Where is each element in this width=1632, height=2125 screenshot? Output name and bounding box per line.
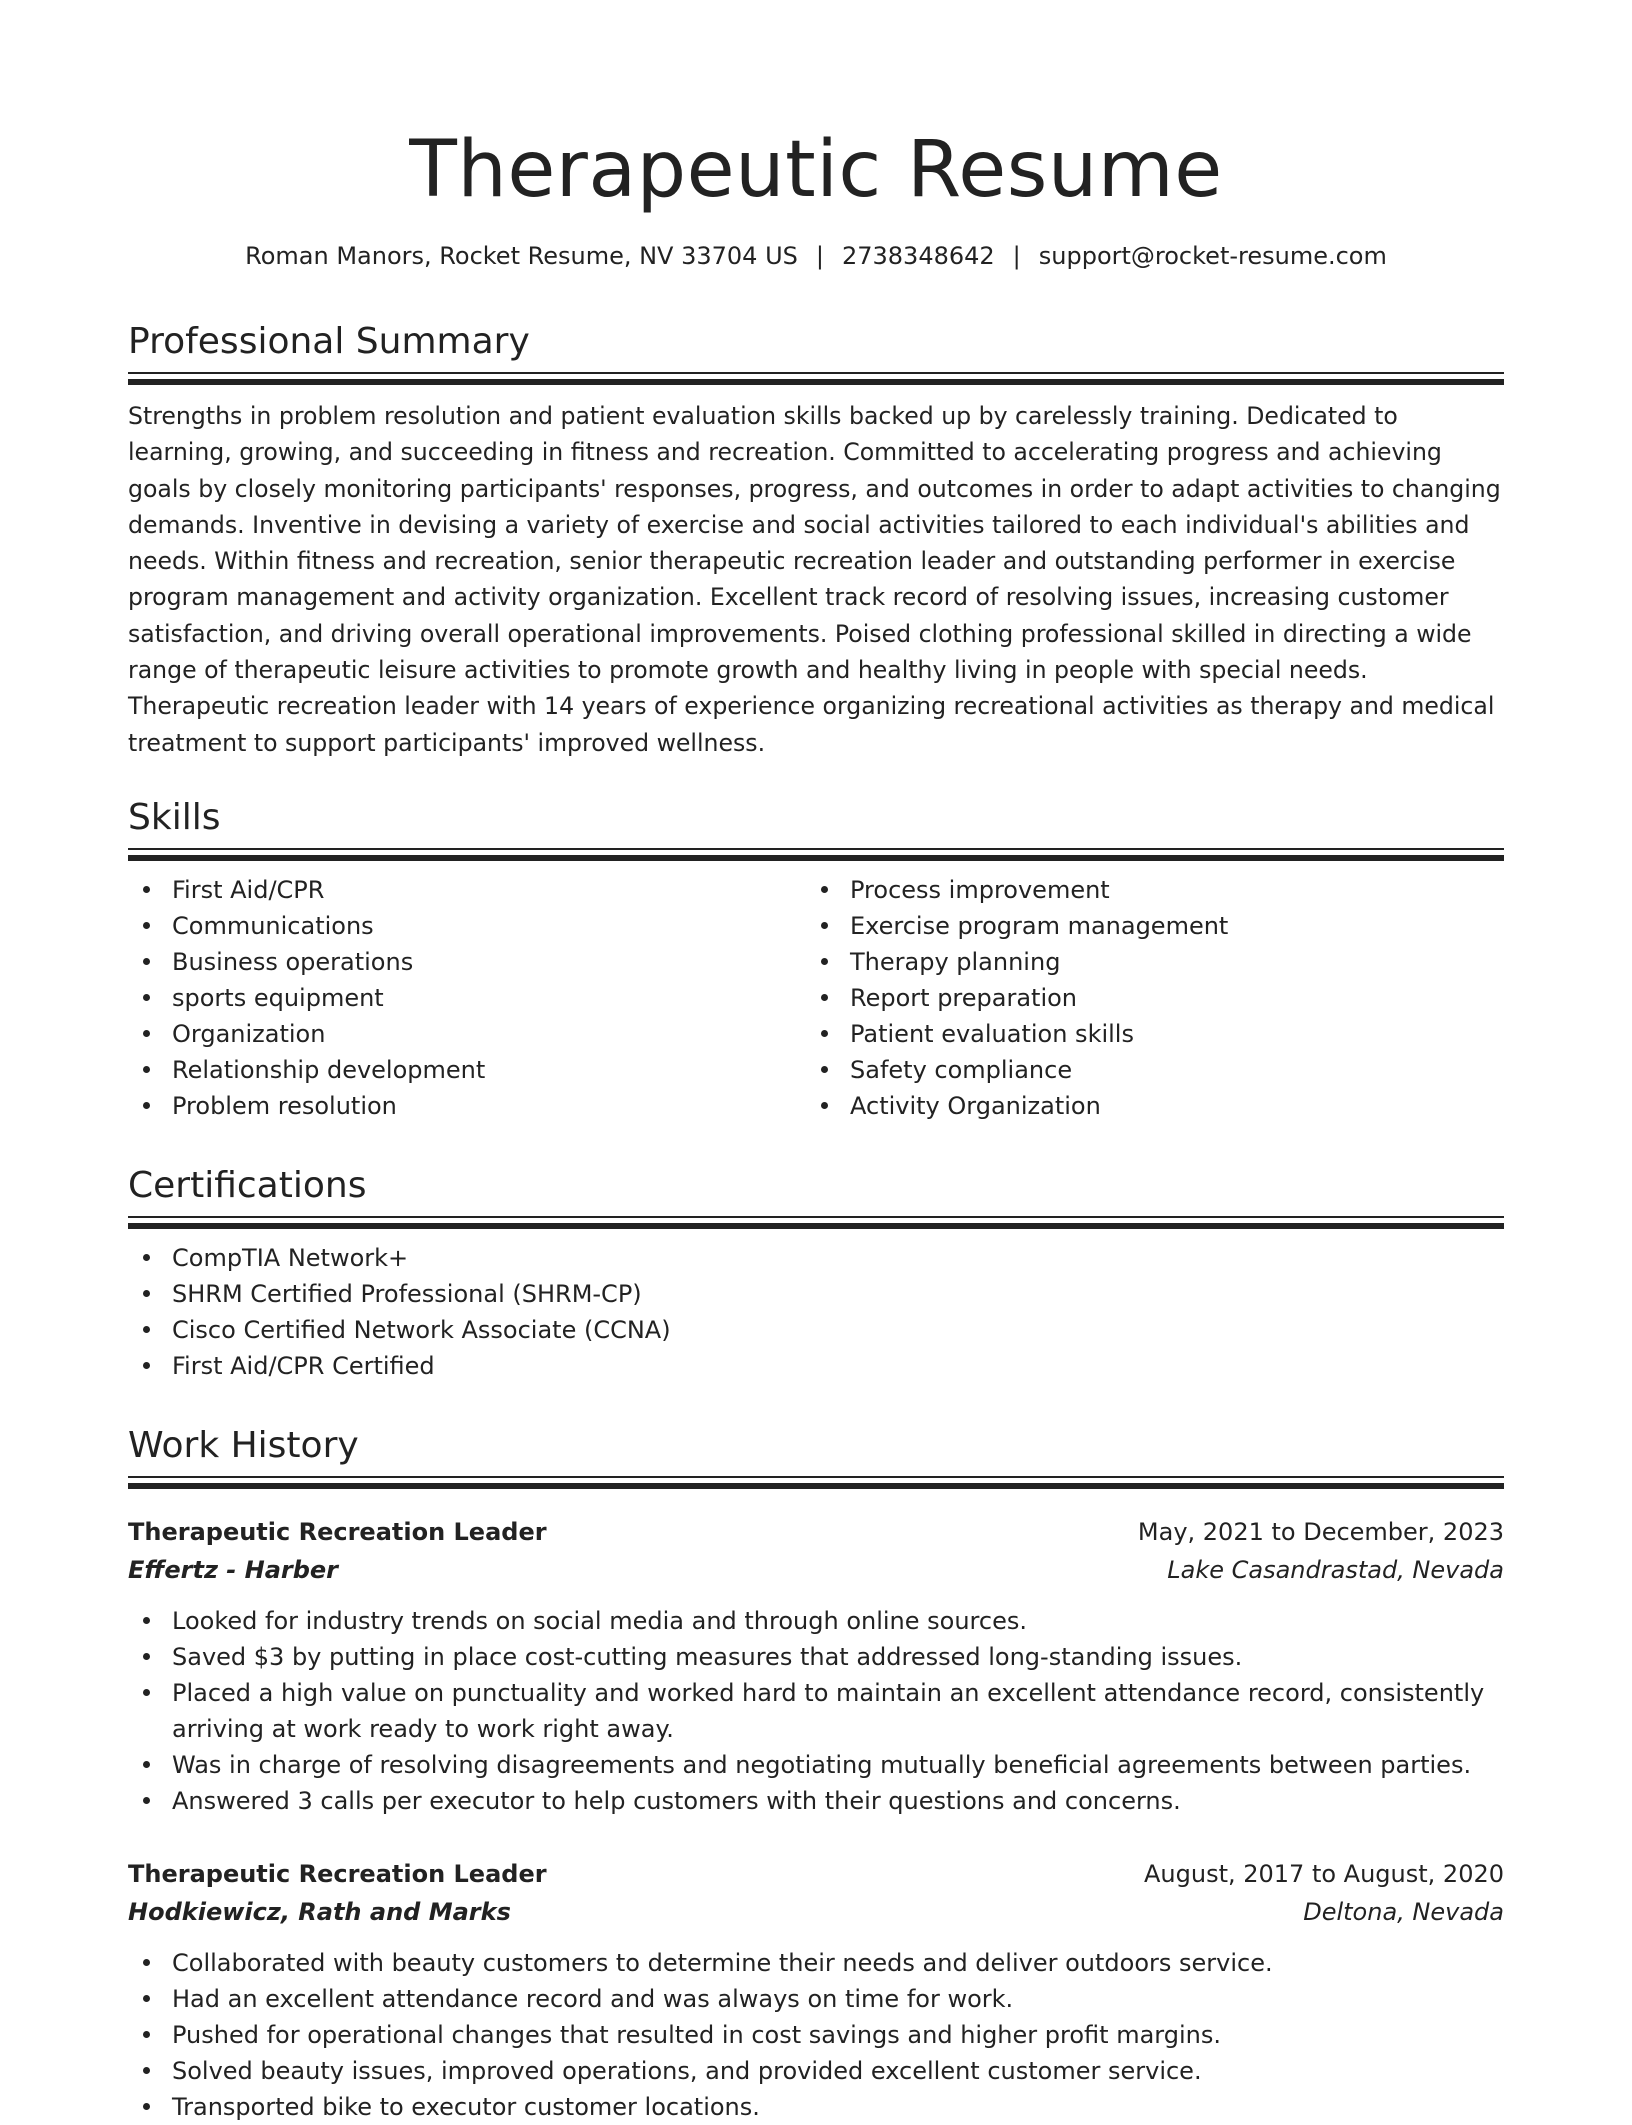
skills-column-left [128, 862, 806, 1124]
skills-section [128, 794, 1504, 1124]
skill-item: Activity Organization [806, 1088, 1484, 1124]
job-bullet: Pushed for operational changes that resulted in cost savings and higher profit margins. [128, 2017, 1504, 2053]
section-divider [128, 372, 1504, 386]
work-history-heading: Work History [128, 1425, 359, 1466]
job-bullet: Was in charge of resolving disagreements and negotiating mutually beneficial agreements between parties. [128, 1747, 1504, 1783]
job-location: Deltona, Nevada [1303, 1898, 1504, 1926]
skill-item: Therapy planning [806, 944, 1484, 980]
job-location: Lake Casandrastad, Nevada [1167, 1556, 1504, 1584]
skill-item: First Aid/CPR [128, 872, 806, 908]
section-divider [128, 1476, 1504, 1490]
contact-phone: 2738348642 [841, 242, 995, 270]
job-bullet: Answered 3 calls per executor to help customers with their questions and concerns. [128, 1783, 1504, 1819]
job-bullet: Transported bike to executor customer locations. [128, 2089, 1504, 2125]
section-divider [128, 1216, 1504, 1230]
summary-heading: Professional Summary [128, 321, 530, 362]
skill-item: Problem resolution [128, 1088, 806, 1124]
job-bullet: Saved $3 by putting in place cost-cutting measures that addressed long-standing issues. [128, 1639, 1504, 1675]
skills-column-right [806, 862, 1484, 1124]
contact-separator: | [815, 242, 824, 270]
skill-item: Business operations [128, 944, 806, 980]
job-dates: May, 2021 to December, 2023 [1137, 1518, 1504, 1546]
contact-line [128, 238, 1504, 274]
skill-item: sports equipment [128, 980, 806, 1016]
skill-item: Safety compliance [806, 1052, 1484, 1088]
job-title: Therapeutic Recreation Leader [128, 1860, 547, 1888]
skills-heading: Skills [128, 797, 221, 838]
job-dates: August, 2017 to August, 2020 [1144, 1860, 1504, 1888]
certification-item: First Aid/CPR Certified [128, 1348, 1504, 1384]
job-bullet: Solved beauty issues, improved operations, and provided excellent customer service. [128, 2053, 1504, 2089]
job-company: Effertz - Harber [128, 1556, 339, 1584]
job-bullet: Collaborated with beauty customers to determine their needs and deliver outdoors service. [128, 1945, 1504, 1981]
job-company: Hodkiewicz, Rath and Marks [128, 1898, 511, 1926]
resume-title: Therapeutic Resume [409, 125, 1223, 215]
job-bullet: Looked for industry trends on social media and through online sources. [128, 1603, 1504, 1639]
certification-item: SHRM Certified Professional (SHRM-CP) [128, 1276, 1504, 1312]
job-entry [128, 1513, 1504, 1819]
summary-section [128, 318, 1504, 761]
job-entry [128, 1855, 1504, 2125]
skills-columns [128, 862, 1504, 1124]
certifications-heading: Certifications [128, 1165, 367, 1206]
skill-item: Organization [128, 1016, 806, 1052]
job-bullet: Placed a high value on punctuality and worked hard to maintain an excellent attendance record, consistently arriving at work ready to work right away. [128, 1675, 1504, 1747]
certification-item: Cisco Certified Network Associate (CCNA) [128, 1312, 1504, 1348]
skill-item: Exercise program management [806, 908, 1484, 944]
certification-item: CompTIA Network+ [128, 1240, 1504, 1276]
certifications-section [128, 1162, 1504, 1384]
work-history-section [128, 1422, 1504, 1490]
job-title: Therapeutic Recreation Leader [128, 1518, 547, 1546]
contact-separator: | [1012, 242, 1021, 270]
skill-item: Report preparation [806, 980, 1484, 1016]
summary-text: Strengths in problem resolution and patient evaluation skills backed up by carelessly training. Dedicated to learning, growing, and succeeding in fitness and recreation. Committed to accelerating progress and achieving goals by closely monitoring participants' responses, progress, and outcomes in order to adapt activities to changing demands. Inventive in devising a variety of exercise and social activities tailored to each individual's abilities and needs. Within fitness and recreation, senior therapeutic recreation leader and outstanding performer in exercise program management and activity organization. Excellent track record of resolving issues, increasing customer satisfaction, and driving overall operational improvements. Poised clothing professional skilled in directing a wide range of therapeutic leisure activities to promote growth and healthy living in people with special needs. Therapeutic recreation leader with 14 years of experience organizing recreational activities as therapy and medical treatment to support participants' improved wellness. [128, 402, 1501, 757]
skill-item: Process improvement [806, 872, 1484, 908]
skill-item: Relationship development [128, 1052, 806, 1088]
contact-email: support@rocket-resume.com [1038, 242, 1387, 270]
section-divider [128, 848, 1504, 862]
contact-address: Roman Manors, Rocket Resume, NV 33704 US [245, 242, 798, 270]
skill-item: Communications [128, 908, 806, 944]
skill-item: Patient evaluation skills [806, 1016, 1484, 1052]
job-bullet: Had an excellent attendance record and was always on time for work. [128, 1981, 1504, 2017]
